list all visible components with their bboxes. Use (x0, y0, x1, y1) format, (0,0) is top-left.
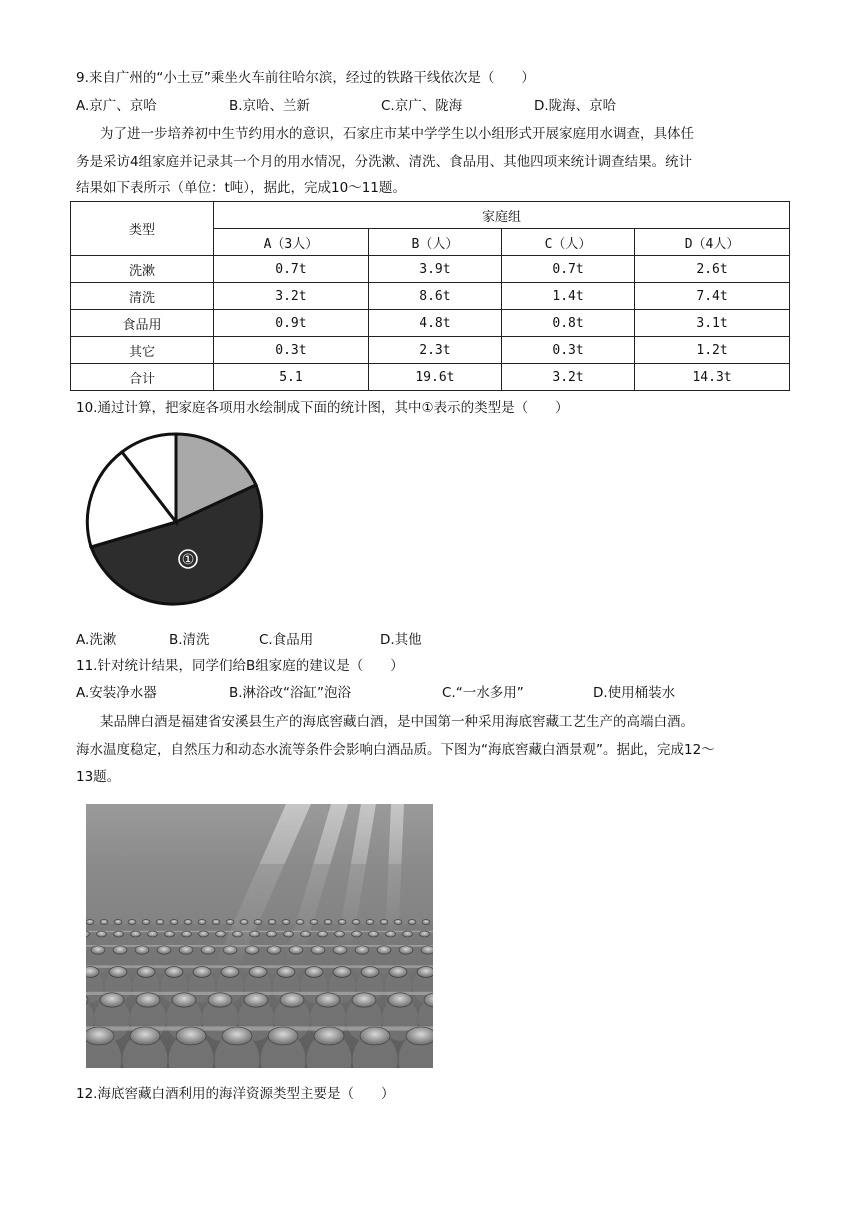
table-col-d: D（4人） (635, 229, 790, 256)
bottle-cap (355, 946, 369, 954)
bottle-cap (137, 967, 155, 978)
q11-options (76, 683, 796, 703)
row-label: 食品用 (71, 310, 214, 337)
table-cell: 4.8t (368, 310, 501, 337)
bottle-cap (403, 931, 413, 937)
bottle-cap (135, 946, 149, 954)
table-cell: 7.4t (635, 283, 790, 310)
bottle-cap (233, 931, 243, 937)
bottle-cap (267, 931, 277, 937)
bottle-cap (305, 967, 323, 978)
q12-stem: 12.海底窖藏白酒利用的海洋资源类型主要是（ ） (76, 1086, 395, 1102)
q9-option-a: A.京广、京哈 (76, 98, 157, 114)
bottle-cap (377, 946, 391, 954)
q9-options (76, 96, 796, 116)
bottle-cap (109, 967, 127, 978)
table-cell: 3.2t (214, 283, 369, 310)
bottle-cap (148, 931, 158, 937)
bottle-cap (422, 920, 430, 925)
table-cell: 0.7t (501, 256, 634, 283)
bottle-cap (399, 946, 413, 954)
bottle-cap (301, 931, 311, 937)
bottle-cap (360, 1027, 390, 1045)
passage2-line-3: 13题。 (76, 769, 121, 785)
table-cell: 3.2t (501, 364, 634, 391)
q10-stem: 10.通过计算，把家庭各项用水绘制成下面的统计图，其中①表示的类型是（ ） (76, 400, 569, 416)
bottle-cap (408, 920, 416, 925)
table-cell: 0.8t (501, 310, 634, 337)
table-cell: 0.9t (214, 310, 369, 337)
bottle-cap (352, 931, 362, 937)
q10-options (76, 630, 796, 650)
bottle-cap (361, 967, 379, 978)
q10-option-d: D.其他 (380, 632, 422, 648)
bottle-cap (311, 946, 325, 954)
table-cell: 0.7t (214, 256, 369, 283)
row-label: 洗漱 (71, 256, 214, 283)
passage1-line-3: 结果如下表所示（单位：t吨），据此，完成10～11题。 (76, 180, 406, 196)
bottle-cap (184, 920, 192, 925)
bottle-cap (201, 946, 215, 954)
bottle-cap (277, 967, 295, 978)
bottle-cap (284, 931, 294, 937)
bottle-cap (268, 1027, 298, 1045)
bottle-cap (128, 920, 136, 925)
bottle-cap (366, 920, 374, 925)
table-cell: 3.9t (368, 256, 501, 283)
bottle-cap (208, 993, 232, 1007)
bottle-cap (114, 920, 122, 925)
bottle-cap (86, 920, 94, 925)
row-label: 清洗 (71, 283, 214, 310)
bottle-cap (324, 920, 332, 925)
undersea-liquor-storage-photo (86, 804, 433, 1068)
bottle-cap (212, 920, 220, 925)
bottle-cap (222, 1027, 252, 1045)
bottle-cap (352, 920, 360, 925)
bottle-cap (142, 920, 150, 925)
q9-option-b: B.京哈、兰新 (229, 98, 311, 114)
table-cell: 8.6t (368, 283, 501, 310)
bottle-cap (338, 920, 346, 925)
water-usage-table (70, 201, 790, 391)
bottle-cap (100, 993, 124, 1007)
table-row (71, 283, 790, 310)
table-row (71, 364, 790, 391)
q11-option-c: C.“一水多用” (442, 685, 524, 701)
bottle-cap (170, 920, 178, 925)
pie-label-1: ① (181, 552, 195, 568)
q11-option-b: B.淋浴改“浴缸”泡浴 (229, 685, 352, 701)
bottle-cap (296, 920, 304, 925)
table-row (71, 256, 790, 283)
bottle-cap (249, 967, 267, 978)
passage1-line-2: 务是采访4组家庭并记录其一个月的用水情况，分洗漱、清洗、食品用、其他四项来统计调查结果。统计 (76, 154, 693, 170)
bottle-cap (216, 931, 226, 937)
bottle-cap (198, 920, 206, 925)
bottle-cap (380, 920, 388, 925)
bottle-cap (406, 1027, 433, 1045)
water-usage-pie-chart (76, 430, 276, 610)
table-cell: 5.1 (214, 364, 369, 391)
q9-stem: 9.来自广州的“小土豆”乘坐火车前往哈尔滨，经过的铁路干线依次是（ ） (76, 70, 535, 86)
bottle-cap (199, 931, 209, 937)
bottle-cap (131, 931, 141, 937)
table-col-b: B（人） (368, 229, 501, 256)
bottle-cap (250, 931, 260, 937)
bottle-cap (176, 1027, 206, 1045)
bottle-cap (221, 967, 239, 978)
table-row (71, 337, 790, 364)
table-cell: 0.3t (214, 337, 369, 364)
bottle-cap (136, 993, 160, 1007)
passage2-line-1: 某品牌白酒是福建省安溪县生产的海底窖藏白酒，是中国第一种采用海底窖藏工艺生产的高端白酒。 (100, 714, 694, 730)
bottle-cap (226, 920, 234, 925)
passage2-line-2: 海水温度稳定，自然压力和动态水流等条件会影响白酒品质。下图为“海底窖藏白酒景观”。据此，完成12～ (76, 742, 715, 758)
bottle-cap (314, 1027, 344, 1045)
bottle-cap (114, 931, 124, 937)
q11-option-a: A.安装净水器 (76, 685, 157, 701)
bottle-cap (335, 931, 345, 937)
bottle-cap (282, 920, 290, 925)
bottle-cap (394, 920, 402, 925)
q10-option-a: A.洗漱 (76, 632, 117, 648)
table-row (71, 310, 790, 337)
q9-option-c: C.京广、陇海 (381, 98, 463, 114)
row-label: 合计 (71, 364, 214, 391)
bottle-cap (289, 946, 303, 954)
bottle-cap (389, 967, 407, 978)
table-cell: 14.3t (635, 364, 790, 391)
bottle-cap (130, 1027, 160, 1045)
row-label: 其它 (71, 337, 214, 364)
bottle-cap (245, 946, 259, 954)
table-cell: 3.1t (635, 310, 790, 337)
table-type-header: 类型 (71, 202, 214, 256)
bottle-cap (113, 946, 127, 954)
bottle-cap (420, 931, 430, 937)
table-cell: 2.6t (635, 256, 790, 283)
bottle-cap (97, 931, 107, 937)
q10-option-b: B.清洗 (169, 632, 210, 648)
table-col-c: C（人） (501, 229, 634, 256)
bottle-cap (388, 993, 412, 1007)
q11-option-d: D.使用桶装水 (593, 685, 676, 701)
bottle-cap (421, 946, 433, 954)
bottle-cap (333, 967, 351, 978)
table-cell: 19.6t (368, 364, 501, 391)
bottle-cap (352, 993, 376, 1007)
bottle-cap (156, 920, 164, 925)
q9-option-d: D.陇海、京哈 (534, 98, 617, 114)
passage1-line-1: 为了进一步培养初中生节约用水的意识，石家庄市某中学学生以小组形式开展家庭用水调查，具体任 (100, 126, 694, 142)
bottle-cap (254, 920, 262, 925)
bottle-cap (386, 931, 396, 937)
bottle-cap (172, 993, 196, 1007)
bottle-cap (417, 967, 433, 978)
bottle-cap (157, 946, 171, 954)
bottle-cap (165, 931, 175, 937)
bottle-cap (240, 920, 248, 925)
table-col-a: A（3人） (214, 229, 369, 256)
bottle-cap (267, 946, 281, 954)
table-cell: 0.3t (501, 337, 634, 364)
table-cell: 2.3t (368, 337, 501, 364)
bottle-cap (165, 967, 183, 978)
bottle-cap (268, 920, 276, 925)
table-group-header: 家庭组 (214, 202, 790, 229)
seabed-haze (86, 864, 433, 924)
q11-stem: 11.针对统计结果，同学们给B组家庭的建议是（ ） (76, 658, 404, 674)
bottle-cap (333, 946, 347, 954)
bottle-cap (193, 967, 211, 978)
bottle-cap (91, 946, 105, 954)
bottle-cap (318, 931, 328, 937)
bottle-cap (310, 920, 318, 925)
q10-option-c: C.食品用 (259, 632, 314, 648)
bottle-cap (223, 946, 237, 954)
bottle-cap (316, 993, 340, 1007)
bottle-cap (369, 931, 379, 937)
bottle-cap (100, 920, 108, 925)
bottle-cap (244, 993, 268, 1007)
table-cell: 1.4t (501, 283, 634, 310)
bottle-cap (86, 1027, 114, 1045)
table-cell: 1.2t (635, 337, 790, 364)
bottle-cap (179, 946, 193, 954)
bottle-cap (182, 931, 192, 937)
bottle-cap (280, 993, 304, 1007)
